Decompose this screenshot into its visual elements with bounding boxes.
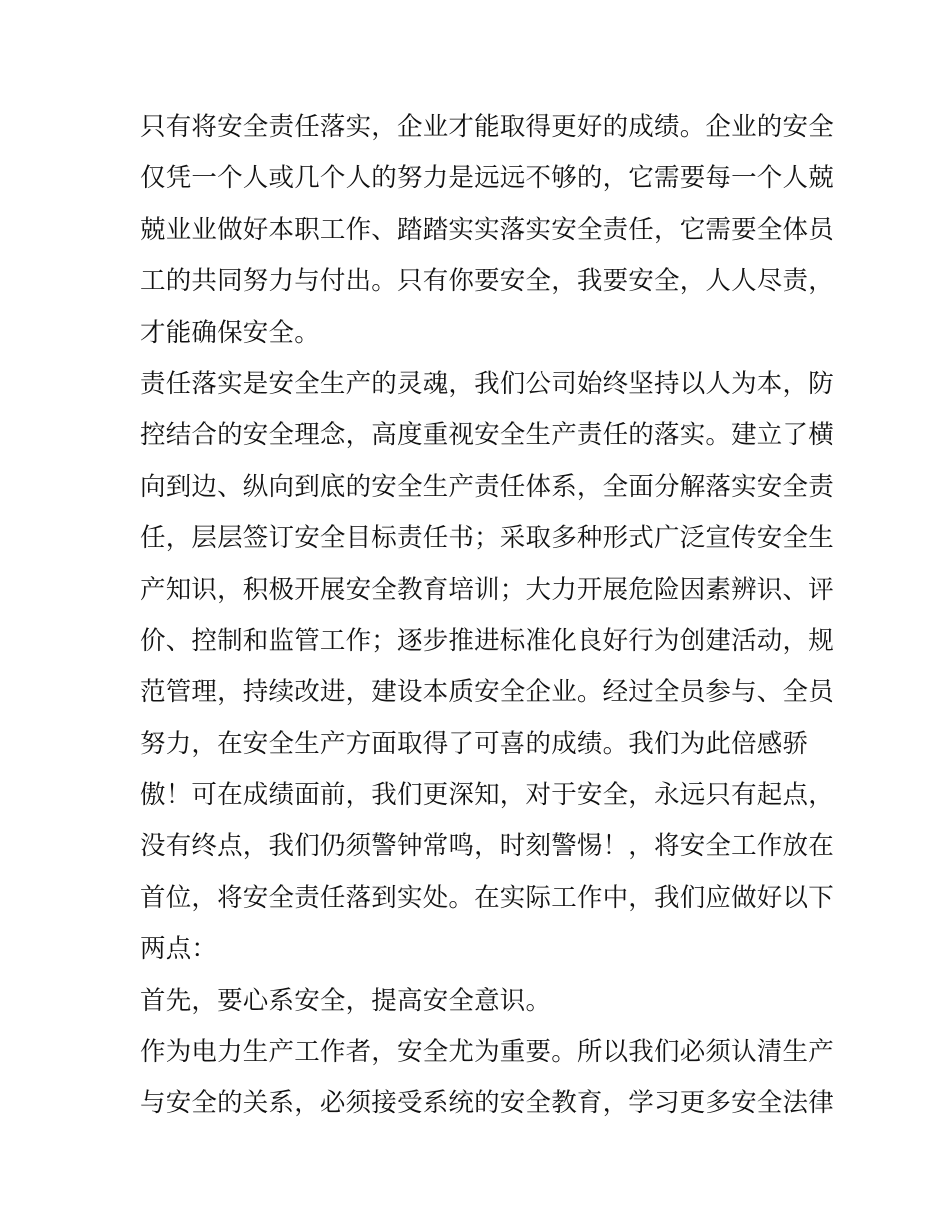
text-line: 作为电力生产工作者，安全尤为重要。所以我们必须认清生产: [140, 1037, 834, 1068]
text-line: 向到边、纵向到底的安全生产责任体系，全面分解落实安全责: [140, 471, 834, 502]
text-line: 范管理，持续改进，建设本质安全企业。经过全员参与、全员: [140, 677, 834, 708]
text-line: 两点：: [140, 934, 218, 965]
text-line: 控结合的安全理念，高度重视安全生产责任的落实。建立了横: [140, 420, 834, 451]
text-line: 兢业业做好本职工作、踏踏实实落实安全责任，它需要全体员: [140, 214, 834, 245]
text-line: 没有终点，我们仍须警钟常鸣，时刻警惕！，将安全工作放在: [140, 831, 834, 862]
text-line: 傲！可在成绩面前，我们更深知，对于安全，永远只有起点，: [140, 780, 834, 811]
text-line: 责任落实是安全生产的灵魂，我们公司始终坚持以人为本，防: [140, 368, 834, 399]
text-line: 努力，在安全生产方面取得了可喜的成绩。我们为此倍感骄: [140, 728, 809, 759]
text-line: 仅凭一个人或几个人的努力是远远不够的，它需要每一个人兢: [140, 163, 834, 194]
text-line: 产知识，积极开展安全教育培训；大力开展危险因素辨识、评: [140, 574, 834, 605]
text-line: 首位，将安全责任落到实处。在实际工作中，我们应做好以下: [140, 882, 834, 913]
document-body: [140, 102, 834, 1130]
text-line: 才能确保安全。: [140, 317, 320, 348]
text-line: 与安全的关系，必须接受系统的安全教育，学习更多安全法律: [140, 1088, 834, 1119]
text-line: 工的共同努力与付出。只有你要安全，我要安全，人人尽责，: [140, 266, 834, 297]
text-line: 价、控制和监管工作；逐步推进标准化良好行为创建活动，规: [140, 625, 834, 656]
text-line: 首先，要心系安全，提高安全意识。: [140, 985, 552, 1016]
text-line: 只有将安全责任落实，企业才能取得更好的成绩。企业的安全: [140, 112, 834, 142]
text-line: 任，层层签订安全目标责任书；采取多种形式广泛宣传安全生: [140, 523, 834, 554]
